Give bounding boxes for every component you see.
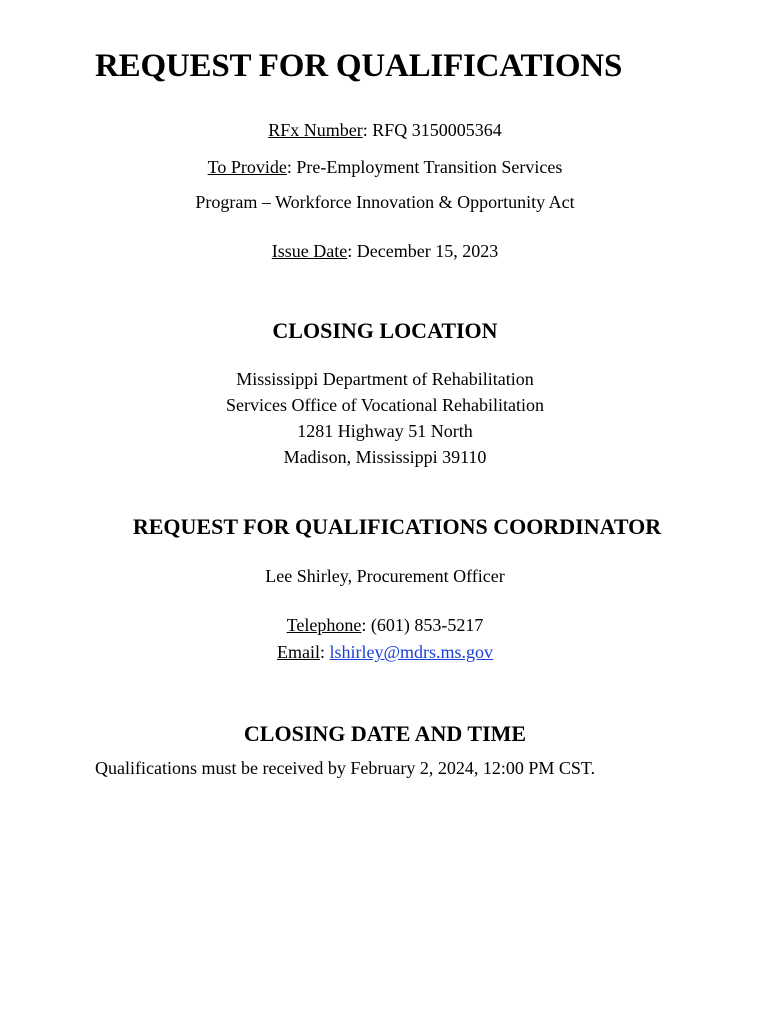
- issue-date-label: Issue Date: [271, 241, 348, 261]
- to-provide-line: [0, 156, 770, 178]
- email-link[interactable]: lshirley@mdrs.ms.gov: [329, 642, 494, 662]
- closing-location-line: Madison, Mississippi 39110: [283, 447, 487, 467]
- rfx-number-label: RFx Number: [268, 120, 363, 140]
- closing-location-line: Mississippi Department of Rehabilitation: [236, 369, 534, 389]
- email-label: Email: [276, 642, 320, 662]
- to-provide-label: To Provide: [207, 157, 287, 177]
- rfx-number-line: [0, 119, 770, 141]
- closing-location-line: Services Office of Vocational Rehabilitation: [226, 395, 544, 415]
- telephone-value: : (601) 853-5217: [361, 615, 484, 635]
- issue-date-line: [0, 240, 770, 262]
- closing-location-heading: CLOSING LOCATION: [272, 318, 498, 343]
- coordinator-heading: REQUEST FOR QUALIFICATIONS COORDINATOR: [132, 514, 662, 539]
- email-line: [0, 641, 770, 663]
- coordinator-name: Lee Shirley, Procurement Officer: [265, 566, 505, 586]
- to-provide-continuation: Program – Workforce Innovation & Opportunity Act: [195, 192, 575, 212]
- closing-location-line: 1281 Highway 51 North: [297, 421, 473, 441]
- telephone-label: Telephone: [286, 615, 362, 635]
- issue-date-value: : December 15, 2023: [347, 241, 499, 261]
- to-provide-value: : Pre-Employment Transition Services: [286, 157, 563, 177]
- closing-date-text: Qualifications must be received by February 2, 2024, 12:00 PM CST.: [95, 758, 596, 778]
- page-title: REQUEST FOR QUALIFICATIONS: [95, 48, 623, 84]
- closing-date-heading: CLOSING DATE AND TIME: [243, 721, 527, 746]
- telephone-line: [0, 614, 770, 636]
- rfx-number-value: : RFQ 3150005364: [362, 120, 502, 140]
- email-separator: :: [319, 642, 330, 662]
